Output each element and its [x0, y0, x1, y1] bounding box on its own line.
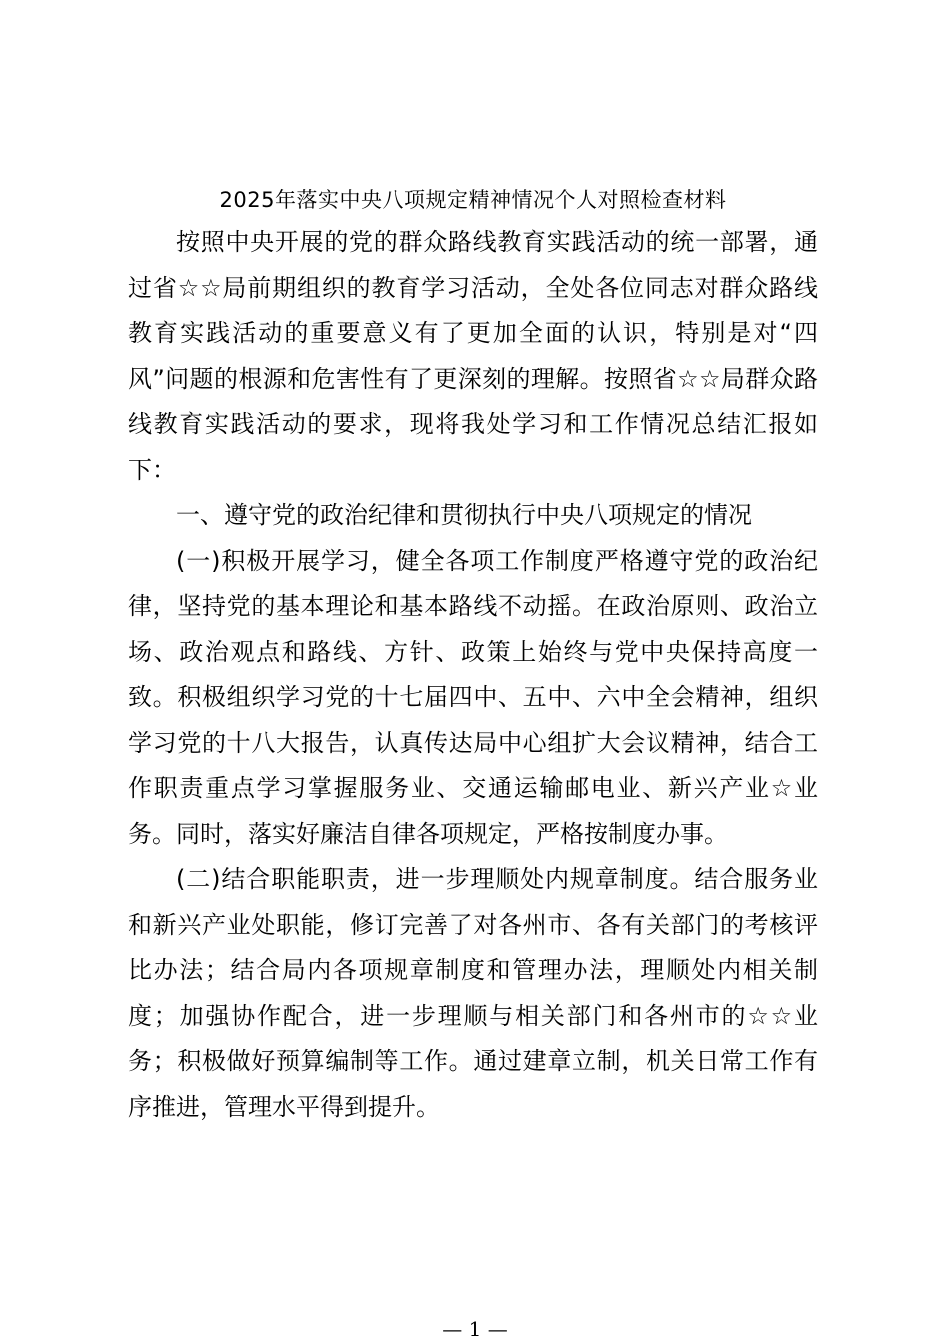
body-paragraph-2: (二)结合职能职责，进一步理顺处内规章制度。结合服务业和新兴产业处职能，修订完善了对各州市、各有关部门的考核评比办法；结合局内各项规章制度和管理办法，理顺处内相关制度；加强协作配合，进一步理顺与相关部门和各州市的☆☆业务；积极做好预算编制等工作。通过建章立制，机关日常工作有序推进，管理水平得到提升。 [128, 865, 818, 1121]
page-number: — 1 — [442, 1317, 508, 1341]
body-paragraph-1: (一)积极开展学习，健全各项工作制度严格遵守党的政治纪律，坚持党的基本理论和基本路线不动摇。在政治原则、政治立场、政治观点和路线、方针、政策上始终与党中央保持高度一致。积极组织学习党的十七届四中、五中、六中全会精神，组织学习党的十八大报告，认真传达局中心组扩大会议精神，结合工作职责重点学习掌握服务业、交通运输邮电业、新兴产业☆业务。同时，落实好廉洁自律各项规定，严格按制度办事。 [128, 546, 818, 848]
intro-paragraph: 按照中央开展的党的群众路线教育实践活动的统一部署，通过省☆☆局前期组织的教育学习活动，全处各位同志对群众路线教育实践活动的重要意义有了更加全面的认识，特别是对“四风”问题的根源和危害性有了更深刻的理解。按照省☆☆局群众路线教育实践活动的要求，现将我处学习和工作情况总结汇报如下： [128, 228, 818, 484]
section-heading: 一、遵守党的政治纪律和贯彻执行中央八项规定的情况 [176, 501, 752, 529]
document-title: 2025年落实中央八项规定精神情况个人对照检查材料 [219, 188, 727, 212]
document-page [128, 180, 818, 1130]
